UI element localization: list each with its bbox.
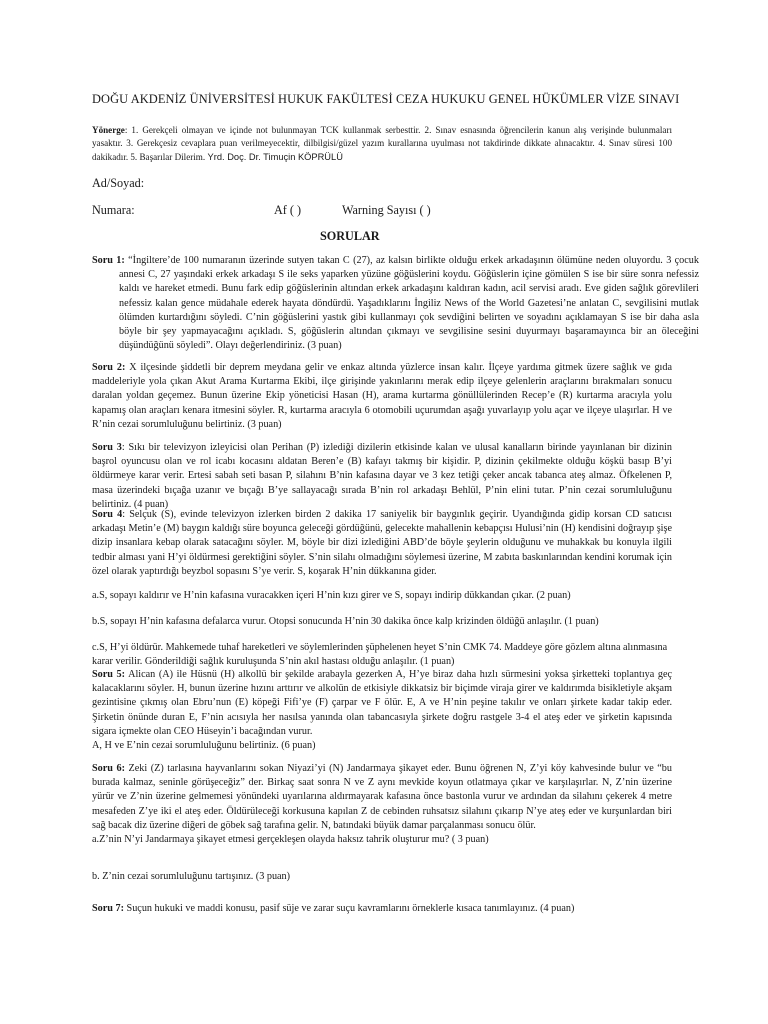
question-5-text: Alican (A) ile Hüsnü (H) alkollü bir şekilde arabayla gezerken A, H’ye biraz daha hızlı sürmesini yoksa şirketteki toplantıya geç kalacaklarını söyler. H, bunun üzerine hızını arttırır ve alkolün de etkisiyle dikkatsiz bir biçimde viraja girer ve kaldırımda bisikletiyle akşam gezintisine çıkmış olan Ebru’nun (E) köpeği Fifi’ye (F) çarpar ve F ölür. E, A ve H’nin peşine takılır ve onları şirkete kadar takip eder. Şirketin önünde duran E, F’nin acısıyla her nasılsa yanında olan tabancasıyla şirkete doğru rastgele 3-4 el ateş eder ve şirketin kapısında sigara içmekte olan CEO Hüseyin’i bacağından vurur.: [92, 669, 673, 737]
question-2: [92, 361, 672, 432]
question-6-text: Zeki (Z) tarlasına hayvanlarını sokan Niyazi’yi (N) Jandarmaya şikayet eder. Bunu öğrenen N, Z’yi köy kahvesinde bulur ve “bu burada kalmaz, seninle görüşeceğiz” der. Birkaç saat sonra N ve Z aynı mevkide koyun otlatmaya çıkar ve karşılaşırlar. N, Z’nin üzerine yürür ve Z’nin üzerine gelmemesi yönündeki uyarılarına aldırmayarak kafasına önce bastonla vurur ve ardından da silahını çekerek 4 metre mesafeden Z’ye iki el ateş eder. Öldürüleceği korkusuna kapılan Z de cebinden ruhsatsız silahını çıkarıp N’ye ateş eder ve kurşunlardan biri sağ bacak diz üzerine diğeri de göbek sağ tarafına gelir. N, batındaki büyük damar parçalanması sonucu ölür.: [92, 763, 672, 831]
question-1-label: Soru 1:: [92, 255, 125, 266]
question-2-text: X ilçesinde şiddetli bir deprem meydana gelir ve enkaz altında yüzlerce insan kalır. İlçeye yardıma gitmek üzere sağlık ve gıda maddeleriyle yola çıkan Akut Arama Kurtarma Ekibi, ilçe girişinde yakınlarını merak edip ilçeye gelenlerin araçlarını bırakmaları sonucu daralan yoldan geçemez. Bunun üzerine Ekip yöneticisi Hasan (H), arama kurtarma gönüllülerinden Recep’e (R) kurtarma aracıyla yolu kapamış olan araçları kenara itmesini söyler. R, kurtarma aracıyla 6 otomobili uçurumdan aşağı yuvarlayıp yolu açar ve ilçeye ulaşırlar. H ve R’nin cezai sorumluluğunu belirtiniz. (3 puan): [92, 362, 672, 430]
question-5-prompt: A, H ve E’nin cezai sorumluluğunu belirtiniz. (6 puan): [92, 740, 316, 752]
question-6-part-b: b. Z’nin cezai sorumluluğunu tartışınız. (3 puan): [92, 871, 291, 882]
question-4: [92, 508, 672, 579]
question-5-label: Soru 5:: [92, 669, 126, 680]
question-6-label: Soru 6:: [92, 763, 125, 774]
question-4-label: Soru 4: [92, 509, 123, 520]
question-3-text: : Sıkı bir televizyon izleyicisi olan Perihan (P) izlediği dizilerin etkisinde kalan ve ulusal kanalların birinde yayınlanan bir dizinin başrol oyuncusu olan ve rol icabı kocasını aldatan Beren’e (B) kafayı takmış bir kişidir. P, dizinin çekilmekte olduğu köşkü basıp B’yi öldürmeye karar verir. Ertesi sabah seti basan P, silahını B’nin kafasına dayar ve 3 kez tetiği çeker ancak tabanca ateş almaz. Öfkelenen P, masa üzerindeki bıçağa uzanır ve bıçağı B’ye sallayacağı sırada B’nin rol arkadaşı Behlül, P’nin elini tutar. P’nin cezai sorumluluğunu belirtiniz. (4 puan): [92, 442, 672, 510]
directive-text: : 1. Gerekçeli olmayan ve içinde not bulunmayan TCK kullanmak serbesttir. 2. Sınav esnasında öğrencilerin kanun alış verişinde bulunmaları yasaktır. 3. Gerekçesiz cevaplara puan verilmeyecektir, dilbilgisi/güzel yazım kurallarına uyulması not takdirinde dikkate alınacaktır. 4. Sınav süresi 100 dakikadır. 5. Başarılar Dilerim.: [92, 125, 672, 162]
question-2-label: Soru 2:: [92, 362, 126, 373]
warning-field-label: Warning Sayısı ( ): [342, 203, 431, 217]
question-6-part-a: a.Z’nin N’yi Jandarmaya şikayet etmesi gerçekleşen olayda haksız tahrik oluşturur mu? ( 3 puan): [92, 834, 489, 846]
question-7-label: Soru 7:: [92, 903, 124, 914]
question-6: [92, 762, 672, 847]
directive-author: Yrd. Doç. Dr. Timuçin KÖPRÜLÜ: [205, 151, 343, 162]
exam-directive: [92, 124, 672, 164]
directive-label: Yönerge: [92, 125, 125, 135]
number-field-label: Numara:: [92, 203, 135, 217]
question-4-text: : Selçuk (S), evinde televizyon izlerken birden 2 dakika 17 saniyelik bir baygınlık geçirir. Uyandığında gidip korsan CD satıcısı arkadaşı Metin’e (M) baygın kaldığı süre boyunca geleceği gördüğünü, gelecekte mahallenin kebapçısı Hulusi’nin (H) kendisini doğrayıp şişe dizip insanlara kebap olarak satacağını söyler. M, böyle bir dizi izlediğini ABD’de böyle şeylerin olduğunu ve muhakkak bu konuyla ilgili tedbir alması yani H’yi öldürmesi gerektiğini söyler. S’nin silahı olmadığını söylemesi üzerine, M zabıta baskınlarından kendini korumak için özel olarak yaptırdığı beyzbol sopasını S’ye verir. S, koşarak H’nin dükkanına gider.: [92, 509, 672, 577]
exam-title: DOĞU AKDENİZ ÜNİVERSİTESİ HUKUK FAKÜLTESİ CEZA HUKUKU GENEL HÜKÜMLER VİZE SINAVI: [92, 92, 680, 106]
af-field-label: Af ( ): [274, 203, 302, 217]
question-5: [92, 668, 672, 753]
question-4-part-c: c.S, H’yi öldürür. Mahkemede tuhaf hareketleri ve söylemlerinden şüphelenen heyet S’nin CMK 74. Maddeye göre gözlem altına alınmasına karar verilir. Gönderildiği sağlık kuruluşunda S’nin akıl hastası olduğu anlaşılır. (1 puan): [92, 642, 668, 668]
question-7-text: Suçun hukuki ve maddi konusu, pasif süje ve zarar suçu kavramlarını örneklerle kısaca tanımlayınız. (4 puan): [123, 903, 575, 914]
section-heading: SORULAR: [320, 229, 380, 243]
question-4-part-b: b.S, sopayı H’nin kafasına defalarca vurur. Otopsi sonucunda H’nin 30 dakika önce kalp krizinden öldüğü anlaşılır. (1 puan): [92, 616, 599, 627]
question-1: [92, 254, 699, 353]
question-4-part-a: a.S, sopayı kaldırır ve H’nin kafasına vuracakken içeri H’nin kızı girer ve S, sopayı indirip dükkandan çıkar. (2 puan): [92, 590, 571, 601]
question-7: [92, 902, 672, 916]
question-3: [92, 441, 672, 512]
question-1-text: “İngiltere’de 100 numaranın üzerinde sutyen takan C (27), az kalsın birlikte olduğu erkek arkadaşının ölümüne neden oluyordu. 3 çocuk annesi C, 27 yaşındaki erkek arkadaşı S ile seks yaparken yüzüne göğüslerini koydu. Göğüslerin içine gömülen S ise bir süre sonra nefessiz kaldı ve hareket etmedi. Bunu fark edip göğüslerinin altından erkek arkadaşını kaldıran kadın, acil servisi aradı. Eve giden sağlık görevlileri nefessiz kalan gence müdahale ederek hayata döndürdü. Yaşadıklarını İngiliz News of the World Gazetesi’ne anlatan C, sevgilisini mutlak ölümden kurtardığını söyledi. C’nin göğüslerini yastık gibi kullanmayı çok sevdiğini belirten ve soyadını açıklamayan S ise bir daha asla böyle bir şey yapmayacağını açıkladı. S, göğüslerin altından çıkmayı ve sevgilisine sesini duyurmayı başaramayınca bir an öleceğini düşündüğünü söyledi”. Olayı değerlendiriniz. (3 puan): [119, 255, 699, 352]
question-3-label: Soru 3: [92, 442, 122, 453]
name-field-label: Ad/Soyad:: [92, 176, 145, 190]
